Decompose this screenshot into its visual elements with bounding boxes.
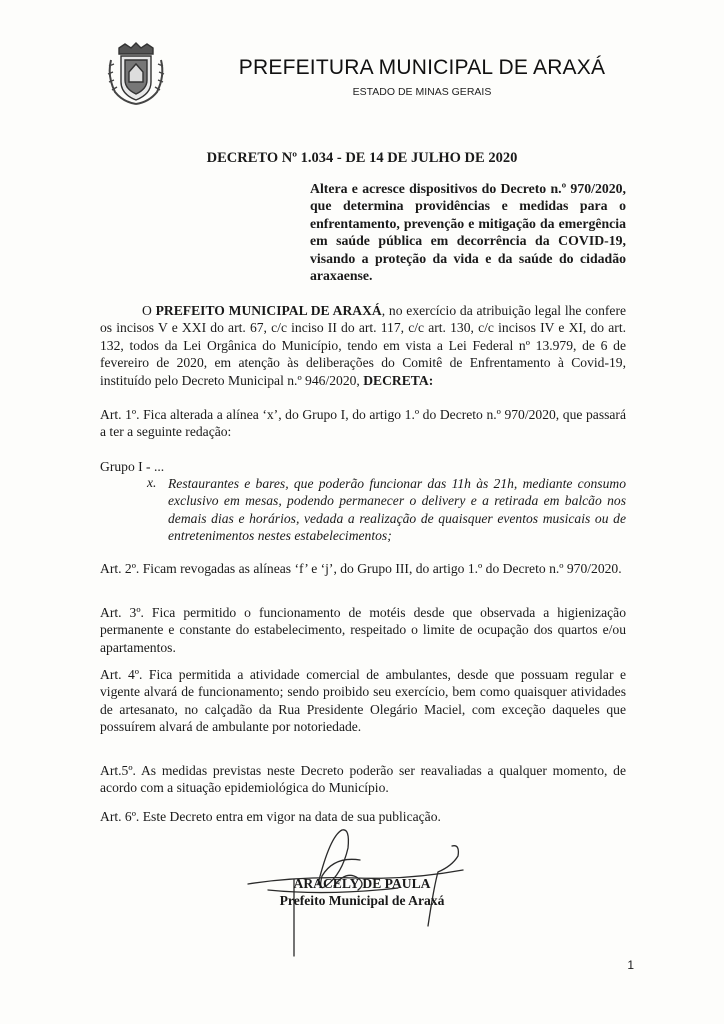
decree-title: DECRETO Nº 1.034 - DE 14 DE JULHO DE 2020 [206,150,518,166]
article-1: Art. 1º. Fica alterada a alínea ‘x’, do Grupo I, do artigo 1.º do Decreto n.º 970/2020, que passará a ter a seguinte redação: [100,407,626,440]
preamble-lead: O [142,303,156,318]
municipal-coat-of-arms-icon [105,42,167,106]
item-text: Restaurantes e bares, que poderão funcionar das 11h às 21h, mediante consumo exclusivo em mesas, podendo permanecer o delivery e a retirada em balcão nos demais dias e horários, vedada a realização de quaisquer eventos musicais ou de entretenimentos nestes estabelecimentos; [168,476,626,544]
item-letter: x. [147,475,157,490]
preamble-office: PREFEITO MUNICIPAL DE ARAXÁ [155,303,382,318]
article-6: Art. 6º. Este Decreto entra em vigor na data de sua publicação. [100,809,441,824]
group-label: Grupo I - ... [100,459,165,474]
article-5: Art.5º. As medidas previstas neste Decreto poderão ser reavaliadas a qualquer momento, de acordo com a situação epidemiológica do Município. [100,763,626,796]
municipality-title: PREFEITURA MUNICIPAL DE ARAXÁ [238,56,606,79]
signatory-role: Prefeito Municipal de Araxá [279,893,445,908]
article-3: Art. 3º. Fica permitido o funcionamento de motéis desde que observada a higienização permanente e constante do estabelecimento, respeitado o limite de ocupação dos quartos e/ou apartamentos. [100,605,626,655]
page-number: 1 [627,958,634,972]
signatory-name: ARACELY DE PAULA [293,876,431,891]
preamble-text: , no exercício da atribuição legal lhe confere os incisos V e XXI do art. 67, c/c inciso II do art. 117, c/c art. 130, c/c incisos IV e XI, do art. 132, todos da Lei Orgânica do Município, tendo em vista a Lei Federal nº 13.979, de 6 de fevereiro de 2020, em atenção às deliberações do Comitê de Enfrentamento à Covid-19, instituído pelo Decreto Municipal n.º 946/2020, [100,303,627,388]
preamble-paragraph [100,302,626,389]
preamble-decreta: DECRETA [363,372,429,388]
state-subtitle: ESTADO DE MINAS GERAIS [352,86,492,98]
article-2: Art. 2º. Ficam revogadas as alíneas ‘f’ e ‘j’, do Grupo III, do artigo 1.º do Decreto n.º 970/2020. [100,561,622,576]
decree-summary: Altera e acresce dispositivos do Decreto n.º 970/2020, que determina providências e medidas para o enfrentamento, prevenção e mitigação da emergência em saúde pública em decorrência da COVID-19, visando a proteção da vida e da saúde do cidadão araxaense. [310,181,626,284]
article-4: Art. 4º. Fica permitida a atividade comercial de ambulantes, desde que possuam regular e vigente alvará de funcionamento; sendo proibido seu exercício, bem como quaisquer atividades de artesanato, no calçadão da Rua Presidente Olegário Maciel, com exceção daqueles que possuírem alvará de ambulante por notoriedade. [100,667,626,735]
preamble-end: : [428,372,434,388]
